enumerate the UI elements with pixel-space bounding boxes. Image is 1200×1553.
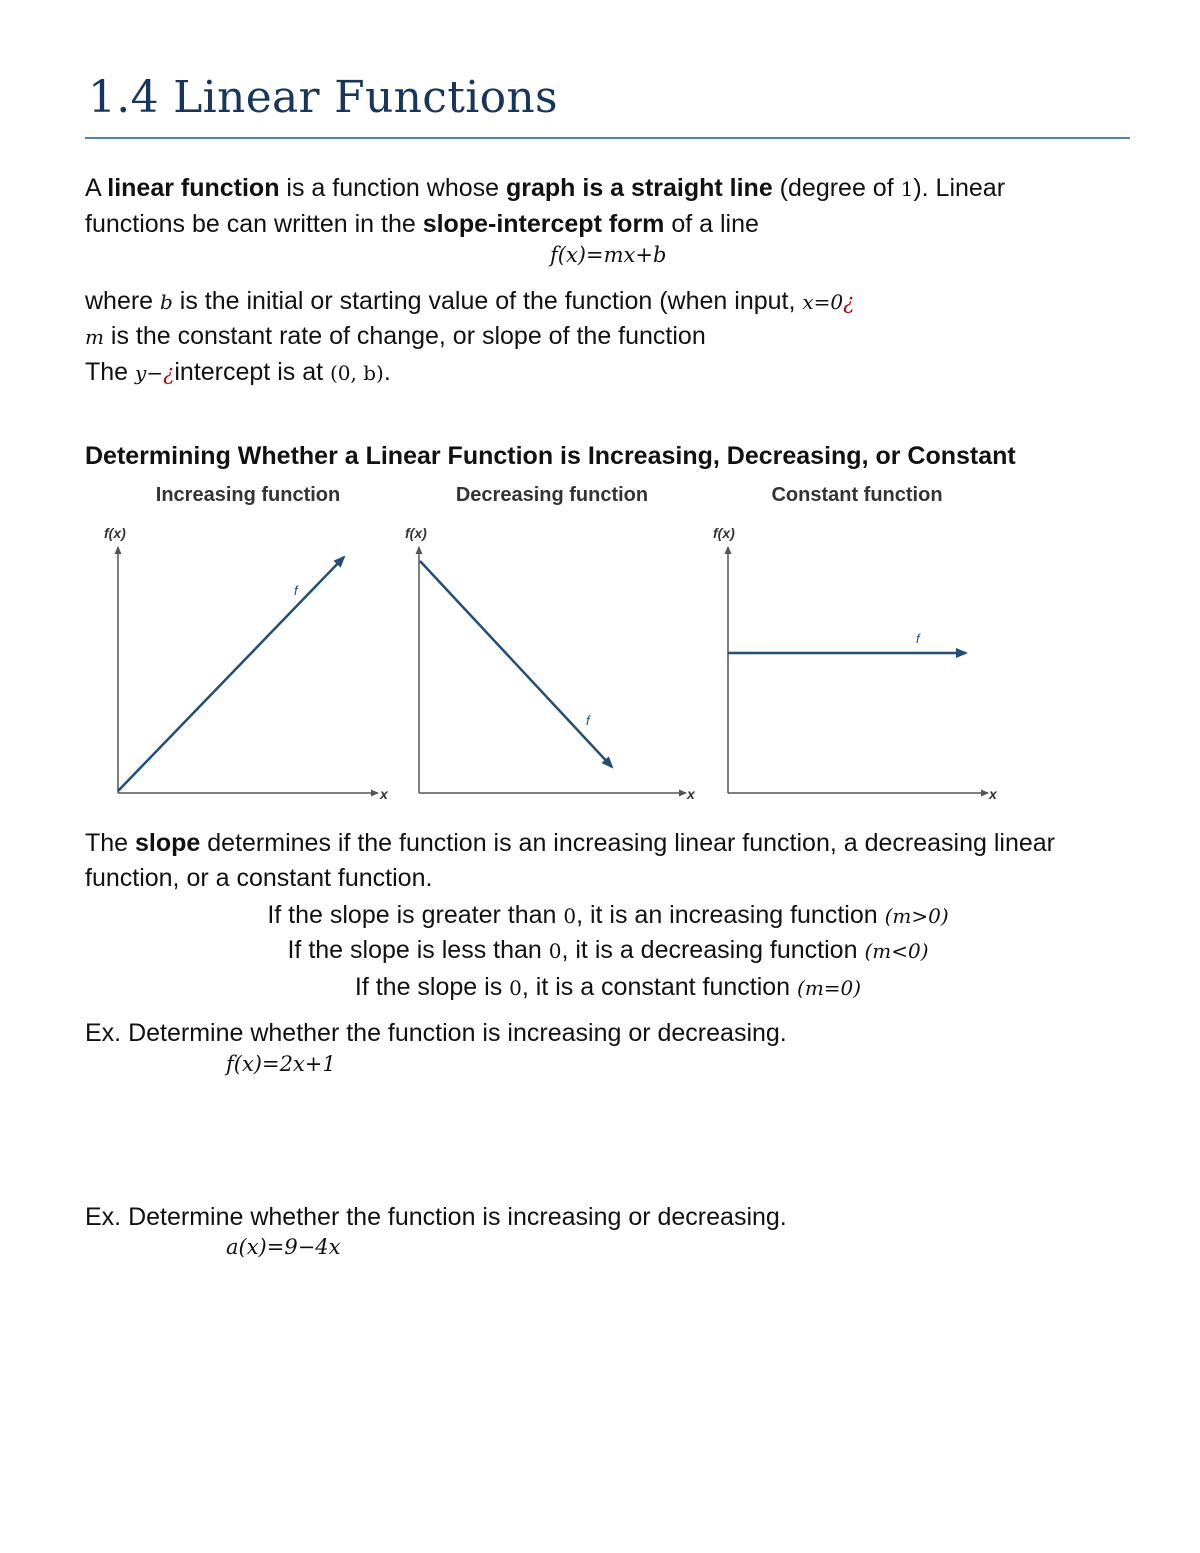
term-slope-intercept: slope-intercept form	[422, 210, 665, 238]
rule-condition: (m<0)	[864, 939, 929, 963]
section-heading-text: Determining Whether a Linear Function is Increasing, Decreasing, or Constant	[85, 442, 1016, 470]
slope-para-line-2: function, or a constant function.	[85, 864, 433, 892]
decreasing-graph-title: Decreasing function	[455, 484, 649, 506]
example-1-equation: f(x)=2x+1	[226, 1052, 336, 1076]
example-2-equation: a(x)=9−4x	[226, 1235, 341, 1259]
intro-text: functions be can written in the	[85, 210, 423, 238]
intro-text: of a line	[664, 210, 759, 238]
rule-text: If the slope is less than	[287, 936, 549, 964]
rule-number: 0	[563, 904, 577, 928]
x-axis-label: x	[687, 786, 695, 802]
yint-text: .	[383, 358, 391, 386]
render-error-glyph: ¿	[843, 290, 855, 314]
rule-text: If the slope is	[354, 973, 510, 1001]
intro-text: is a function whose	[279, 174, 506, 202]
y-axis-label: f(x)	[713, 525, 735, 541]
rule-number: 0	[509, 976, 522, 1000]
rule-text: , it is a constant function	[521, 973, 798, 1001]
rule-increasing	[8, 899, 1200, 932]
increasing-graph-title: Increasing function	[155, 484, 341, 506]
intro-line-1	[85, 172, 1005, 205]
intro-text: ). Linear	[913, 174, 1006, 202]
rule-decreasing	[8, 934, 1200, 967]
example-2-prompt: Ex. Determine whether the function is increasing or decreasing.	[85, 1203, 787, 1231]
slope-text: determines if the function is an increasing linear function, a decreasing linear	[200, 829, 1055, 857]
rule-text: If the slope is greater than	[267, 901, 564, 929]
decreasing-line	[420, 561, 612, 767]
var-y: y−	[135, 361, 164, 385]
x-axis-label: x	[380, 786, 388, 802]
rule-number: 0	[548, 939, 562, 963]
slope-text: The	[85, 829, 136, 857]
rule-text: , it is an increasing function	[576, 901, 885, 929]
decreasing-graph	[405, 484, 696, 802]
render-error-glyph: ¿	[163, 361, 175, 385]
slope-intercept-formula: f(x)=mx+b	[550, 243, 667, 267]
y-intercept-line	[85, 356, 391, 389]
slope-para-line-1	[85, 827, 1055, 859]
page-title: 1.4 Linear Functions	[88, 72, 558, 123]
term-linear-function: linear function	[107, 174, 280, 202]
rule-text: , it is a decreasing function	[561, 936, 865, 964]
intercept-point: (0, b)	[330, 361, 384, 385]
function-graphs-figure	[0, 475, 1200, 805]
example-1-prompt: Ex. Determine whether the function is increasing or decreasing.	[85, 1019, 787, 1047]
degree-value: 1	[900, 177, 914, 201]
rule-constant	[8, 971, 1200, 1004]
input-condition: x=0	[802, 290, 844, 314]
where-b-line	[85, 285, 854, 318]
rule-condition: (m>0)	[884, 904, 949, 928]
where-text: where	[85, 287, 161, 315]
title-divider	[85, 137, 1130, 139]
var-m: m	[85, 325, 104, 349]
y-axis-label: f(x)	[405, 525, 427, 541]
x-axis-label: x	[989, 786, 997, 802]
intro-line-2	[85, 208, 759, 240]
constant-graph	[713, 484, 998, 802]
yint-text: The	[85, 358, 136, 386]
increasing-line	[118, 557, 344, 791]
section-heading	[85, 440, 1016, 472]
constant-graph-title: Constant function	[771, 484, 943, 506]
function-label: f	[916, 631, 920, 646]
y-axis-label: f(x)	[104, 525, 126, 541]
where-text: is the initial or starting value of the function (when input,	[172, 287, 803, 315]
function-label: f	[294, 583, 298, 598]
function-label: f	[586, 713, 590, 728]
yint-text: intercept is at	[174, 358, 330, 386]
intro-text: (degree of	[772, 174, 901, 202]
term-straight-line: graph is a straight line	[506, 174, 773, 202]
increasing-graph	[104, 484, 389, 802]
term-slope: slope	[135, 829, 201, 857]
var-b: b	[160, 290, 173, 314]
rule-condition: (m=0)	[797, 976, 862, 1000]
m-line	[85, 320, 706, 353]
m-text: is the constant rate of change, or slope of the function	[103, 322, 706, 350]
intro-text: A	[85, 174, 108, 202]
